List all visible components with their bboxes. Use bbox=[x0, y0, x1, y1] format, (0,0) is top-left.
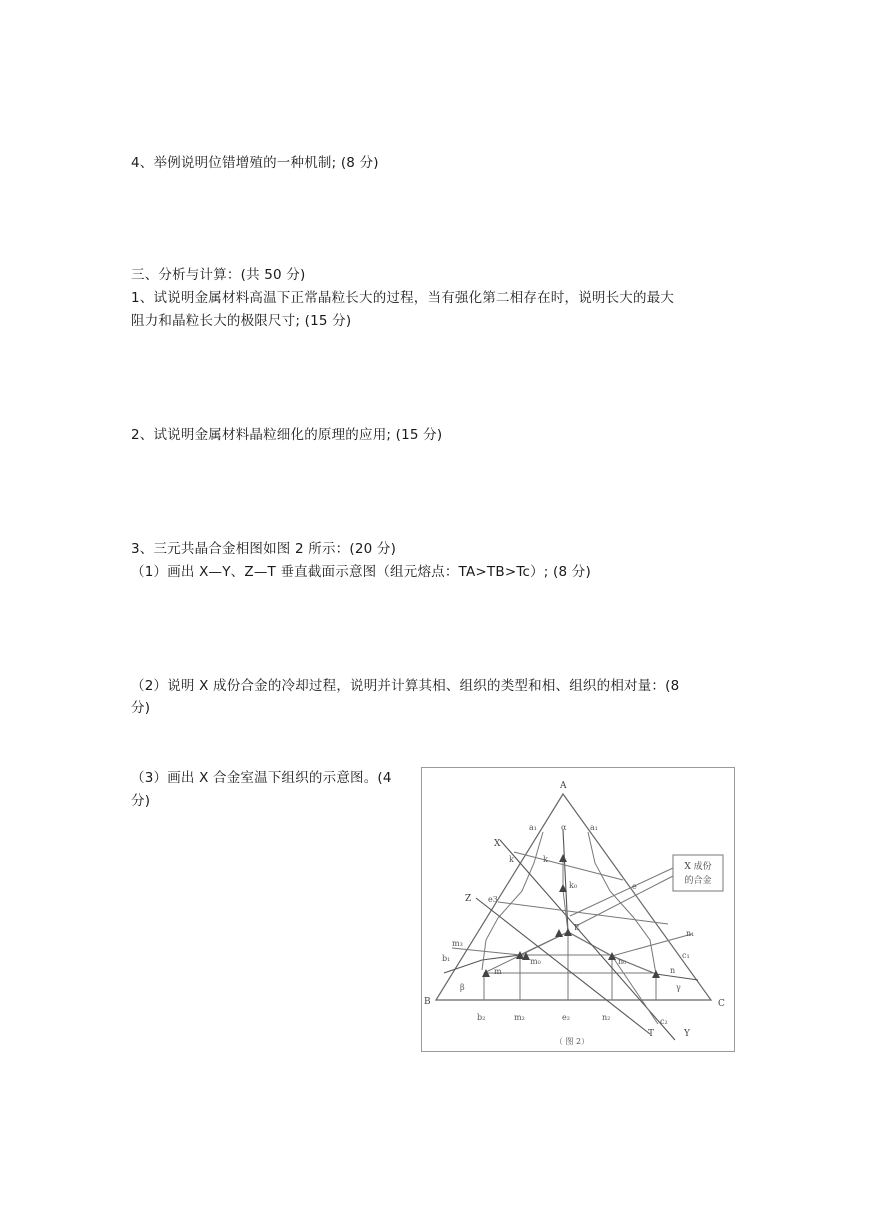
label-k-left: k bbox=[509, 855, 514, 864]
question-3-3-part3-line1: （3）画出 X 合金室温下组织的示意图。(4 bbox=[131, 770, 392, 786]
label-vertex-A: A bbox=[560, 781, 567, 791]
phase-diagram-figure bbox=[421, 767, 735, 1052]
label-Z: Z bbox=[465, 894, 472, 904]
question-3-3-part2-line2: 分) bbox=[131, 700, 151, 716]
label-e3: e3 bbox=[488, 895, 498, 904]
tie-line-m3 bbox=[452, 948, 520, 955]
question-3-2: 2、试说明金属材料晶粒细化的原理的应用; (15 分) bbox=[131, 427, 443, 443]
label-k: k bbox=[543, 855, 548, 864]
line-k-k0 bbox=[514, 852, 623, 880]
label-m: m bbox=[494, 967, 502, 976]
label-b2: b₂ bbox=[477, 1013, 486, 1022]
label-T: T bbox=[648, 1029, 655, 1039]
marker-E bbox=[564, 928, 572, 936]
marker-k bbox=[559, 854, 567, 862]
line-c2 bbox=[612, 956, 658, 1024]
label-a1-left: a₁ bbox=[529, 823, 537, 832]
question-3-3-part3-line2: 分) bbox=[131, 793, 151, 809]
label-vertex-C: C bbox=[718, 999, 725, 1009]
question-3-1-line1: 1、试说明金属材料高温下正常晶粒长大的过程，当有强化第二相存在时，说明长大的最大 bbox=[131, 290, 675, 306]
label-n: n bbox=[670, 966, 676, 975]
marker-E-left bbox=[555, 929, 563, 937]
section-3-title: 三、分析与计算：(共 50 分) bbox=[131, 267, 306, 283]
label-e2: e₂ bbox=[562, 1013, 570, 1022]
label-m0: m₀ bbox=[530, 957, 541, 966]
label-c2: c₂ bbox=[660, 1017, 668, 1026]
callout-line1: X 成份 bbox=[684, 862, 712, 872]
label-e: e bbox=[632, 882, 637, 891]
label-beta: β bbox=[460, 983, 465, 992]
label-n0: n₀ bbox=[618, 957, 627, 966]
callout-line2: 的合金 bbox=[684, 876, 712, 886]
question-3-3-part1: （1）画出 X—Y、Z—T 垂直截面示意图（组元熔点：TA>TB>Tc）; (8 分) bbox=[131, 564, 591, 580]
label-c1: c₁ bbox=[682, 951, 690, 960]
label-Y: Y bbox=[684, 1029, 690, 1039]
label-vertex-B: B bbox=[424, 997, 431, 1007]
question-3-1-line2: 阻力和晶粒长大的极限尺寸; (15 分) bbox=[131, 313, 352, 329]
label-m3: m₃ bbox=[452, 939, 463, 948]
label-b1: b₁ bbox=[442, 954, 451, 963]
label-m2: m₂ bbox=[514, 1013, 525, 1022]
label-E: E bbox=[574, 923, 580, 932]
question-3-3: 3、三元共晶合金相图如图 2 所示：(20 分) bbox=[131, 541, 397, 557]
label-gamma: γ bbox=[676, 983, 681, 992]
ternary-phase-diagram bbox=[422, 768, 734, 1051]
label-n2: n₂ bbox=[602, 1013, 611, 1022]
label-X: X bbox=[494, 839, 501, 849]
label-alpha: α bbox=[561, 823, 567, 832]
figure-caption: （ 图 2） bbox=[554, 1037, 590, 1046]
question-4: 4、举例说明位错增殖的一种机制; (8 分) bbox=[131, 155, 379, 171]
marker-n0 bbox=[608, 952, 616, 960]
question-3-3-part2-line1: （2）说明 X 成份合金的冷却过程，说明并计算其相、组织的类型和相、组织的相对量：(8 bbox=[131, 678, 680, 694]
label-k0: k₀ bbox=[569, 881, 578, 890]
label-a1-right: a₁ bbox=[590, 823, 598, 832]
label-n1: n₁ bbox=[686, 929, 695, 938]
